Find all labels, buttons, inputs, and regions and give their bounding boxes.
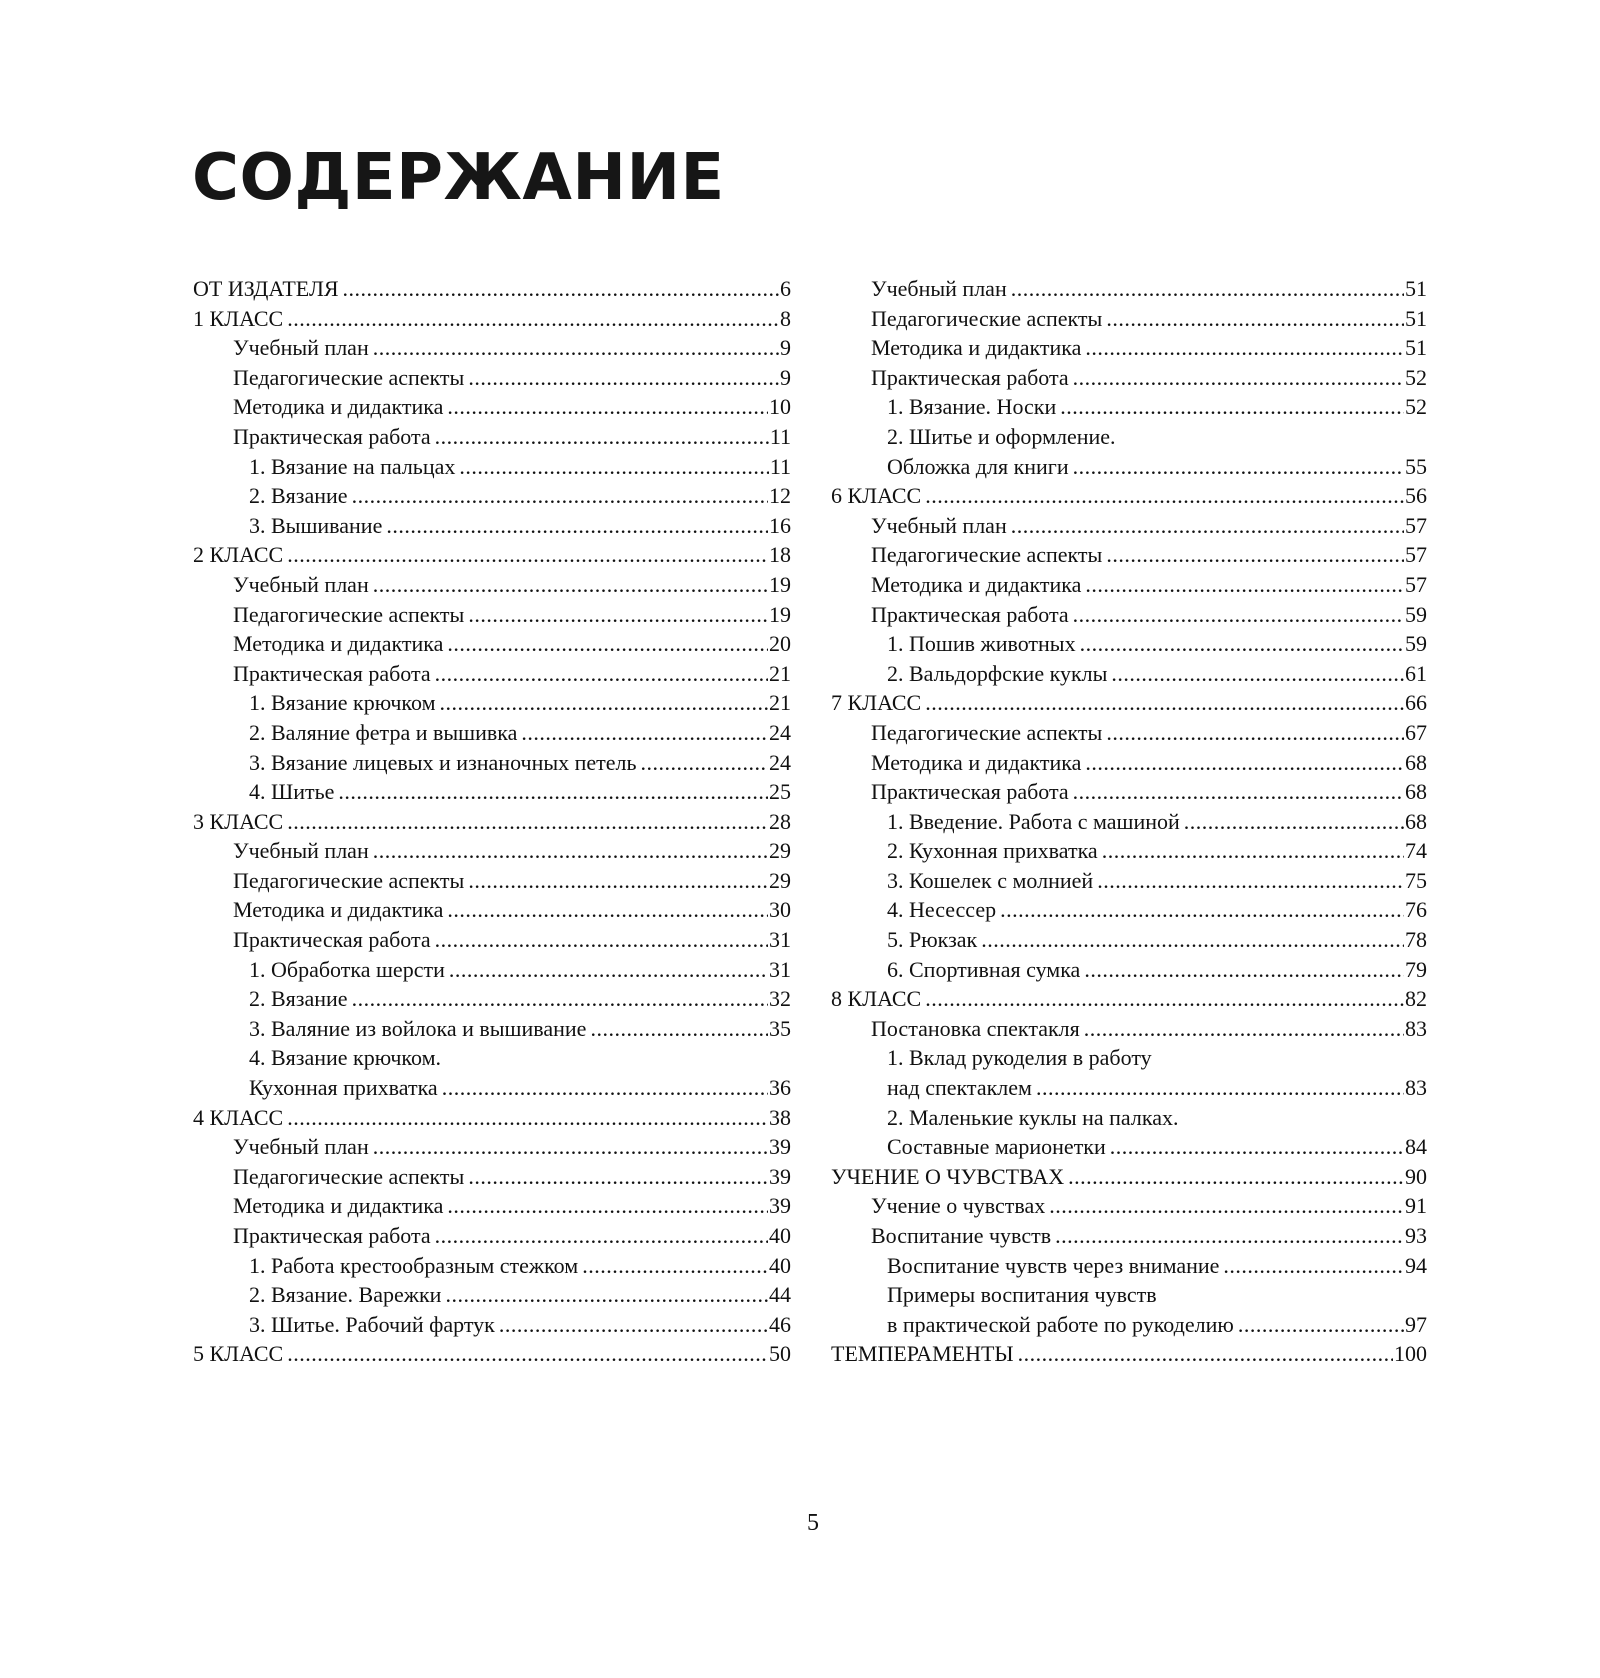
toc-entry-page: 61 xyxy=(1405,660,1427,686)
dot-leader xyxy=(1073,600,1404,630)
dot-leader xyxy=(352,481,768,511)
toc-entry-label: 3. Шитье. Рабочий фартук xyxy=(249,1311,495,1337)
toc-entry xyxy=(831,807,1427,837)
dot-leader xyxy=(1060,392,1404,422)
toc-entry-label: Педагогические аспекты xyxy=(233,601,465,627)
toc-entry-page: 40 xyxy=(769,1223,791,1248)
dot-leader xyxy=(1073,777,1404,807)
toc-entry-label: 8 КЛАСС xyxy=(831,986,922,1012)
toc-entry-label: Учебный план xyxy=(871,276,1007,301)
toc-entry xyxy=(831,392,1427,422)
toc-entry xyxy=(193,333,791,363)
toc-entry xyxy=(193,836,791,866)
toc-entry-label: 2. Вязание xyxy=(249,986,348,1012)
dot-leader xyxy=(1080,629,1404,659)
toc-entry-label: 3. Вязание лицевых и изнаночных петель xyxy=(249,749,637,775)
toc-entry xyxy=(831,540,1427,570)
toc-entry-label: Практическая работа xyxy=(233,660,431,686)
toc-entry xyxy=(831,600,1427,630)
toc-entry-page: 19 xyxy=(769,571,791,597)
toc-entry-label: 6. Спортивная сумка xyxy=(887,956,1081,982)
dot-leader xyxy=(925,984,1404,1014)
toc-entry-page: 46 xyxy=(769,1311,791,1337)
toc-entry xyxy=(193,1043,791,1073)
toc-entry xyxy=(831,1191,1427,1221)
toc-entry xyxy=(193,540,791,570)
toc-entry xyxy=(193,304,791,334)
toc-entry-page: 28 xyxy=(769,808,791,834)
toc-entry xyxy=(193,1221,791,1251)
toc-entry-page: 32 xyxy=(769,986,791,1012)
toc-entry-label: 1. Вязание крючком xyxy=(249,690,436,716)
toc-entry-page: 51 xyxy=(1405,305,1427,331)
toc-entry xyxy=(831,1280,1427,1310)
toc-entry-label: 1. Вклад рукоделия в работу xyxy=(887,1045,1152,1071)
toc-entry xyxy=(193,1280,791,1310)
toc-entry-label: Методика и дидактика xyxy=(871,749,1082,775)
toc-entry-label: Учение о чувствах xyxy=(871,1193,1046,1219)
toc-entry xyxy=(831,570,1427,600)
toc-entry-page: 68 xyxy=(1405,808,1427,834)
toc-entry-page: 39 xyxy=(769,1134,791,1160)
toc-entry-label: Практическая работа xyxy=(233,1223,431,1248)
toc-entry-page: 29 xyxy=(769,838,791,864)
dot-leader xyxy=(1085,748,1404,778)
dot-leader xyxy=(449,955,768,985)
toc-entry-page: 78 xyxy=(1405,927,1427,953)
toc-entry-label: Учебный план xyxy=(233,335,369,361)
toc-entry xyxy=(831,363,1427,393)
toc-entry-label: Методика и дидактика xyxy=(871,335,1082,361)
toc-entry-page: 39 xyxy=(769,1193,791,1219)
dot-leader xyxy=(521,718,768,748)
toc-entry-page: 75 xyxy=(1405,867,1427,893)
toc-entry-label: Кухонная прихватка xyxy=(249,1075,438,1101)
toc-entry-label: Воспитание чувств xyxy=(871,1223,1052,1248)
toc-entry xyxy=(831,895,1427,925)
toc-left-column xyxy=(193,274,791,1369)
toc-entry-page: 12 xyxy=(769,483,791,509)
dot-leader xyxy=(435,925,768,955)
dot-leader xyxy=(925,481,1404,511)
dot-leader xyxy=(1068,1162,1404,1192)
dot-leader xyxy=(343,274,779,304)
toc-entry-page: 9 xyxy=(780,335,791,361)
toc-entry-page: 10 xyxy=(769,394,791,420)
toc-entry xyxy=(831,274,1427,304)
toc-entry-label: 1. Вязание. Носки xyxy=(887,394,1057,420)
dot-leader xyxy=(981,925,1404,955)
toc-entry-label: Педагогические аспекты xyxy=(233,867,465,893)
dot-leader xyxy=(1110,1132,1404,1162)
dot-leader xyxy=(287,1103,768,1133)
toc-entry xyxy=(831,1310,1427,1340)
toc-entry xyxy=(193,688,791,718)
toc-entry xyxy=(831,1221,1427,1251)
toc-entry xyxy=(831,1043,1427,1073)
dot-leader xyxy=(287,304,779,334)
dot-leader xyxy=(338,777,768,807)
toc-entry xyxy=(193,1339,791,1369)
dot-leader xyxy=(373,333,779,363)
toc-entry-page: 56 xyxy=(1405,483,1427,509)
dot-leader xyxy=(386,511,768,541)
toc-entry-label: 3. Валяние из войлока и вышивание xyxy=(249,1015,587,1041)
toc-entry-label: в практической работе по рукоделию xyxy=(887,1311,1234,1337)
toc-entry xyxy=(193,363,791,393)
toc-entry-page: 59 xyxy=(1405,631,1427,657)
toc-entry-label: Методика и дидактика xyxy=(233,631,444,657)
toc-entry xyxy=(831,955,1427,985)
dot-leader xyxy=(373,570,768,600)
toc-entry xyxy=(831,984,1427,1014)
dot-leader xyxy=(468,866,768,896)
toc-entry xyxy=(193,1191,791,1221)
toc-entry xyxy=(831,304,1427,334)
dot-leader xyxy=(1106,304,1404,334)
toc-entry-label: 3. Кошелек с молнией xyxy=(887,867,1094,893)
toc-entry-label: 3 КЛАСС xyxy=(193,808,284,834)
toc-entry-page: 100 xyxy=(1394,1341,1427,1367)
dot-leader xyxy=(468,1162,768,1192)
toc-entry xyxy=(193,777,791,807)
dot-leader xyxy=(1055,1221,1404,1251)
dot-leader xyxy=(499,1310,768,1340)
toc-entry xyxy=(831,511,1427,541)
toc-entry-page: 9 xyxy=(780,364,791,390)
toc-entry-page: 55 xyxy=(1405,453,1427,479)
toc-entry-page: 24 xyxy=(769,749,791,775)
toc-entry xyxy=(831,866,1427,896)
dot-leader xyxy=(1097,866,1404,896)
dot-leader xyxy=(447,629,768,659)
toc-entry xyxy=(193,955,791,985)
dot-leader xyxy=(1085,333,1404,363)
toc-entry-label: Воспитание чувств через внимание xyxy=(887,1252,1220,1278)
page-number: 5 xyxy=(807,1510,819,1536)
toc-entry xyxy=(831,777,1427,807)
dot-leader xyxy=(1106,718,1404,748)
toc-entry-label: Учебный план xyxy=(871,512,1007,538)
dot-leader xyxy=(352,984,768,1014)
toc-entry-page: 21 xyxy=(769,660,791,686)
toc-entry-label: 1. Пошив животных xyxy=(887,631,1076,657)
toc-entry-label: Учебный план xyxy=(233,838,369,864)
toc-entry-label: 2. Вальдорфские куклы xyxy=(887,660,1108,686)
dot-leader xyxy=(287,807,768,837)
toc-entry xyxy=(193,866,791,896)
toc-entry-label: Обложка для книги xyxy=(887,453,1069,479)
dot-leader xyxy=(459,452,768,482)
toc-entry xyxy=(831,1014,1427,1044)
toc-entry-label: 5. Рюкзак xyxy=(887,927,978,953)
toc-entry-page: 57 xyxy=(1405,571,1427,597)
toc-entry-page: 68 xyxy=(1405,749,1427,775)
toc-entry-page: 11 xyxy=(769,453,791,479)
toc-entry xyxy=(193,511,791,541)
toc-entry-label: 3. Вышивание xyxy=(249,512,383,538)
toc-entry xyxy=(193,570,791,600)
toc-entry xyxy=(193,1162,791,1192)
toc-entry xyxy=(831,688,1427,718)
toc-entry-page: 20 xyxy=(769,631,791,657)
toc-entry-page: 66 xyxy=(1405,690,1427,716)
dot-leader xyxy=(590,1014,768,1044)
toc-entry-page: 18 xyxy=(769,542,791,568)
toc-entry-page: 82 xyxy=(1405,986,1427,1012)
toc-entry-label: Учебный план xyxy=(233,571,369,597)
toc-entry-label: 2. Вязание xyxy=(249,483,348,509)
toc-entry xyxy=(193,1251,791,1281)
toc-entry xyxy=(193,629,791,659)
toc-entry xyxy=(193,748,791,778)
toc-entry xyxy=(193,1014,791,1044)
toc-entry-page: 51 xyxy=(1405,276,1427,301)
toc-entry-label: 2. Вязание. Варежки xyxy=(249,1282,442,1308)
toc-entry-page: 74 xyxy=(1405,838,1427,864)
toc-entry-label: ОТ ИЗДАТЕЛЯ xyxy=(193,276,339,301)
dot-leader xyxy=(442,1073,768,1103)
toc-entry xyxy=(193,481,791,511)
toc-entry-page: 57 xyxy=(1405,512,1427,538)
toc-entry-page: 68 xyxy=(1405,779,1427,805)
toc-entry xyxy=(831,422,1427,452)
toc-entry-page: 93 xyxy=(1405,1223,1427,1248)
toc-entry-label: Постановка спектакля xyxy=(871,1015,1080,1041)
toc-entry-page: 38 xyxy=(769,1104,791,1130)
toc-entry-label: Педагогические аспекты xyxy=(233,1163,465,1189)
toc-entry-page: 52 xyxy=(1405,364,1427,390)
toc-entry xyxy=(193,925,791,955)
dot-leader xyxy=(287,1339,768,1369)
toc-entry-page: 59 xyxy=(1405,601,1427,627)
dot-leader xyxy=(445,1280,768,1310)
toc-entry-label: 7 КЛАСС xyxy=(831,690,922,716)
toc-entry-label: Педагогические аспекты xyxy=(871,305,1103,331)
dot-leader xyxy=(287,540,768,570)
toc-entry-page: 21 xyxy=(769,690,791,716)
toc-entry-page: 94 xyxy=(1405,1252,1427,1278)
toc-entry-label: ТЕМПЕРАМЕНТЫ xyxy=(831,1341,1014,1367)
toc-entry xyxy=(193,274,791,304)
dot-leader xyxy=(1073,363,1404,393)
toc-entry-label: Педагогические аспекты xyxy=(233,364,465,390)
toc-entry xyxy=(193,1132,791,1162)
toc-entry xyxy=(193,1103,791,1133)
toc-entry-page: 36 xyxy=(769,1075,791,1101)
toc-entry-page: 52 xyxy=(1405,394,1427,420)
toc-entry xyxy=(831,452,1427,482)
toc-entry-label: 2. Кухонная прихватка xyxy=(887,838,1098,864)
toc-entry-label: 6 КЛАСС xyxy=(831,483,922,509)
toc-entry xyxy=(831,1103,1427,1133)
dot-leader xyxy=(1049,1191,1404,1221)
toc-entry-label: 4 КЛАСС xyxy=(193,1104,284,1130)
toc-entry-page: 16 xyxy=(769,512,791,538)
toc-entry-label: Методика и дидактика xyxy=(871,571,1082,597)
dot-leader xyxy=(1106,540,1404,570)
toc-entry-page: 8 xyxy=(780,305,791,331)
toc-entry-page: 83 xyxy=(1405,1075,1427,1101)
dot-leader xyxy=(435,659,768,689)
toc-entry xyxy=(831,659,1427,689)
toc-entry-page: 76 xyxy=(1405,897,1427,923)
toc-entry-page: 25 xyxy=(769,779,791,805)
toc-entry xyxy=(831,1073,1427,1103)
toc-entry-label: Практическая работа xyxy=(871,364,1069,390)
toc-entry-label: 1. Введение. Работа с машиной xyxy=(887,808,1180,834)
dot-leader xyxy=(1085,570,1404,600)
toc-entry xyxy=(831,718,1427,748)
toc-entry-label: 4. Несессер xyxy=(887,897,997,923)
toc-entry-page: 31 xyxy=(769,927,791,953)
dot-leader xyxy=(468,600,768,630)
toc-entry-label: 4. Шитье xyxy=(249,779,335,805)
toc-entry xyxy=(193,392,791,422)
dot-leader xyxy=(447,895,768,925)
toc-entry-page: 84 xyxy=(1405,1134,1427,1160)
toc-entry-page: 57 xyxy=(1405,542,1427,568)
dot-leader xyxy=(435,422,769,452)
toc-entry-label: Составные марионетки xyxy=(887,1134,1106,1160)
toc-entry-page: 30 xyxy=(769,897,791,923)
toc-entry xyxy=(831,629,1427,659)
toc-entry-page: 44 xyxy=(769,1282,791,1308)
toc-entry-page: 24 xyxy=(769,719,791,745)
dot-leader xyxy=(1084,955,1404,985)
toc-entry-page: 35 xyxy=(769,1015,791,1041)
toc-entry-label: 1 КЛАСС xyxy=(193,305,284,331)
toc-entry-page: 39 xyxy=(769,1163,791,1189)
page-title: СОДЕРЖАНИЕ xyxy=(192,141,725,215)
toc-entry-page: 29 xyxy=(769,867,791,893)
toc-entry-label: Практическая работа xyxy=(871,601,1069,627)
dot-leader xyxy=(1184,807,1404,837)
toc-entry-page: 79 xyxy=(1405,956,1427,982)
dot-leader xyxy=(1000,895,1404,925)
toc-entry xyxy=(193,807,791,837)
dot-leader xyxy=(373,1132,768,1162)
toc-entry-label: 2. Валяние фетра и вышивка xyxy=(249,719,518,745)
toc-entry xyxy=(831,1132,1427,1162)
toc-entry-page: 31 xyxy=(769,956,791,982)
toc-entry-label: Практическая работа xyxy=(233,927,431,953)
toc-entry-label: Практическая работа xyxy=(233,423,431,449)
toc-entry xyxy=(193,895,791,925)
toc-entry-label: над спектаклем xyxy=(887,1075,1032,1101)
dot-leader xyxy=(1018,1339,1393,1369)
toc-entry-page: 67 xyxy=(1405,719,1427,745)
dot-leader xyxy=(439,688,768,718)
toc-entry-label: Педагогические аспекты xyxy=(871,542,1103,568)
toc-entry-label: 1. Обработка шерсти xyxy=(249,956,445,982)
toc-entry xyxy=(193,984,791,1014)
dot-leader xyxy=(1011,511,1404,541)
toc-entry xyxy=(831,1251,1427,1281)
toc-entry-label: УЧЕНИЕ О ЧУВСТВАХ xyxy=(831,1163,1065,1189)
toc-entry xyxy=(193,422,791,452)
dot-leader xyxy=(435,1221,768,1251)
toc-entry xyxy=(831,1162,1427,1192)
toc-entry-page: 50 xyxy=(769,1341,791,1367)
toc-entry-label: Примеры воспитания чувств xyxy=(887,1282,1157,1308)
toc-entry-label: Методика и дидактика xyxy=(233,394,444,420)
toc-entry-label: 2. Шитье и оформление. xyxy=(887,423,1116,449)
toc-entry-label: Учебный план xyxy=(233,1134,369,1160)
dot-leader xyxy=(1111,659,1404,689)
dot-leader xyxy=(1084,1014,1404,1044)
dot-leader xyxy=(641,748,768,778)
toc-entry-label: Педагогические аспекты xyxy=(871,719,1103,745)
toc-entry xyxy=(193,600,791,630)
dot-leader xyxy=(1073,452,1404,482)
toc-entry xyxy=(831,333,1427,363)
toc-entry xyxy=(831,836,1427,866)
dot-leader xyxy=(468,363,779,393)
toc-entry-page: 11 xyxy=(769,423,791,449)
toc-entry-label: 1. Работа крестообразным стежком xyxy=(249,1252,579,1278)
toc-entry xyxy=(831,925,1427,955)
toc-entry xyxy=(193,452,791,482)
toc-right-column xyxy=(831,274,1427,1369)
toc-entry xyxy=(831,481,1427,511)
dot-leader xyxy=(1011,274,1404,304)
dot-leader xyxy=(1223,1251,1404,1281)
toc-entry-page: 91 xyxy=(1405,1193,1427,1219)
toc-entry-label: 5 КЛАСС xyxy=(193,1341,284,1367)
dot-leader xyxy=(925,688,1404,718)
dot-leader xyxy=(1102,836,1404,866)
toc-entry-page: 40 xyxy=(769,1252,791,1278)
toc-entry-page: 51 xyxy=(1405,335,1427,361)
toc-entry xyxy=(831,1339,1427,1369)
toc-entry-page: 6 xyxy=(780,276,791,301)
toc-entry-page: 19 xyxy=(769,601,791,627)
toc-entry-label: Практическая работа xyxy=(871,779,1069,805)
toc-entry-label: 1. Вязание на пальцах xyxy=(249,453,456,479)
toc-entry-label: 4. Вязание крючком. xyxy=(249,1045,441,1071)
toc-entry xyxy=(193,1073,791,1103)
toc-entry xyxy=(193,1310,791,1340)
toc-entry-page: 97 xyxy=(1405,1311,1427,1337)
dot-leader xyxy=(1238,1310,1404,1340)
dot-leader xyxy=(373,836,768,866)
toc-entry xyxy=(193,659,791,689)
toc-entry-label: Методика и дидактика xyxy=(233,1193,444,1219)
toc-entry-page: 90 xyxy=(1405,1163,1427,1189)
dot-leader xyxy=(1036,1073,1404,1103)
toc-entry xyxy=(831,748,1427,778)
toc-entry-page: 83 xyxy=(1405,1015,1427,1041)
dot-leader xyxy=(447,392,768,422)
toc-entry-label: 2. Маленькие куклы на палках. xyxy=(887,1104,1179,1130)
toc-entry xyxy=(193,718,791,748)
dot-leader xyxy=(447,1191,768,1221)
toc-entry-label: 2 КЛАСС xyxy=(193,542,284,568)
toc-entry-label: Методика и дидактика xyxy=(233,897,444,923)
dot-leader xyxy=(582,1251,768,1281)
